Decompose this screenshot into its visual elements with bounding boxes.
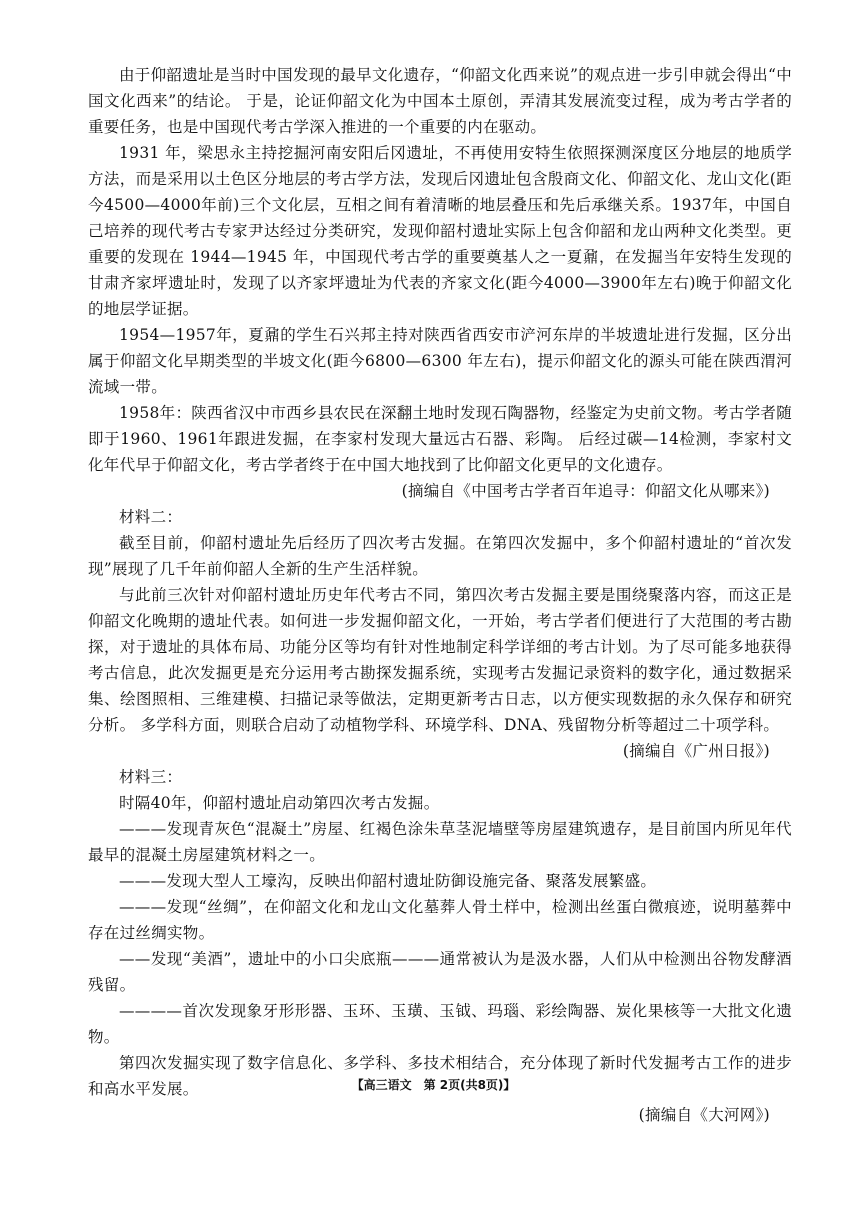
material1-source: (摘编自《中国考古学者百年追寻：仰韶文化从哪来》) (401, 482, 770, 500)
material1-paragraph-3: 1954—1957年，夏鼐的学生石兴邦主持对陕西省西安市浐河东岸的半坡遗址进行发掘，区分出属于仰韶文化早期类型的半坡文化(距今6800—6300 年左右)，提示仰韶文化的源头可能在陕西渭河流域一带。 (88, 326, 792, 396)
material1-paragraph-1: 由于仰韶遗址是当时中国发现的最早文化遗存，“仰韶文化西来说”的观点进一步引申就会得出“中国文化西来”的结论。 于是，论证仰韶文化为中国本土原创，弄清其发展流变过程，成为考古学者的重要任务，也是中国现代考古学深入推进的一个重要的内在驱动。 (88, 66, 792, 136)
material3-item-2: ———发现大型人工壕沟，反映出仰韶村遗址防御设施完备、聚落发展繁盛。 (119, 872, 657, 890)
material3-item-3: ———发现“丝绸”，在仰韶文化和龙山文化墓葬人骨土样中，检测出丝蛋白微痕迹，说明墓葬中存在过丝绸实物。 (88, 898, 792, 942)
material2-heading: 材料二： (119, 508, 183, 526)
material3-source: (摘编自《大河网》) (638, 1106, 770, 1124)
material1-paragraph-2: 1931 年，梁思永主持挖掘河南安阳后冈遗址，不再使用安特生依照探测深度区分地层的地质学方法，而是采用以土色区分地层的考古学方法，发现后冈遗址包含殷商文化、仰韶文化、龙山文化(距今4500—4000年前)三个文化层，互相之间有着清晰的地层叠压和先后承继关系。1937年，中国自己培养的现代考古专家尹达经过分类研究，发现仰韶村遗址实际上包含仰韶和龙山两种文化类型。更重要的发现在 1944—1945 年，中国现代考古学的重要奠基人之一夏鼐，在发掘当年安特生发现的甘肃齐家坪遗址时，发现了以齐家坪遗址为代表的齐家文化(距今4000—3900年左右)晚于仰韶文化的地层学证据。 (88, 144, 792, 318)
material3-item-1: ———发现青灰色“混凝土”房屋、红褐色涂朱草茎泥墙壁等房屋建筑遗存，是目前国内所见年代最早的混凝土房屋建筑材料之一。 (88, 820, 792, 864)
material3-intro: 时隔40年，仰韶村遗址启动第四次考古发掘。 (119, 794, 440, 812)
page-footer: 【高三语文 第 2页(共8页)】 (351, 1078, 516, 1092)
material3-heading: 材料三： (119, 768, 183, 786)
page-content (88, 62, 792, 1128)
material3-conclusion: 第四次发掘实现了数字信息化、多学科、多技术相结合，充分体现了新时代发掘考古工作的进步和高水平发展。 (88, 1054, 792, 1098)
material2-source: (摘编自《广州日报》) (622, 742, 770, 760)
material3-item-5: ————首次发现象牙形形器、玉环、玉璜、玉钺、玛瑙、彩绘陶器、炭化果核等一大批文化遗物。 (88, 1002, 792, 1046)
material2-paragraph-2: 与此前三次针对仰韶村遗址历史年代考古不同，第四次考古发掘主要是围绕聚落内容，而这正是仰韶文化晚期的遗址代表。如何进一步发掘仰韶文化，一开始，考古学者们便进行了大范围的考古勘探，对于遗址的具体布局、功能分区等均有针对性地制定科学详细的考古计划。为了尽可能多地获得考古信息，此次发掘更是充分运用考古勘探发掘系统，实现考古发掘记录资料的数字化，通过数据采集、绘图照相、三维建模、扫描记录等做法，定期更新考古日志，以方便实现数据的永久保存和研究分析。 多学科方面，则联合启动了动植物学科、环境学科、DNA、残留物分析等超过二十项学科。 (88, 586, 792, 734)
material3-item-4: ——发现“美酒”，遗址中的小口尖底瓶———通常被认为是汲水器，人们从中检测出谷物发酵酒残留。 (88, 950, 792, 994)
material2-paragraph-1: 截至目前，仰韶村遗址先后经历了四次考古发掘。在第四次发掘中，多个仰韶村遗址的“首次发现”展现了几千年前仰韶人全新的生产生活样貌。 (88, 534, 792, 578)
material1-paragraph-4: 1958年：陕西省汉中市西乡县农民在深翻土地时发现石陶器物，经鉴定为史前文物。考古学者随即于1960、1961年跟进发掘，在李家村发现大量远古石器、彩陶。 后经过碳—14检测，李家村文化年代早于仰韶文化，考古学者终于在中国大地找到了比仰韶文化更早的文化遗存。 (88, 404, 792, 474)
